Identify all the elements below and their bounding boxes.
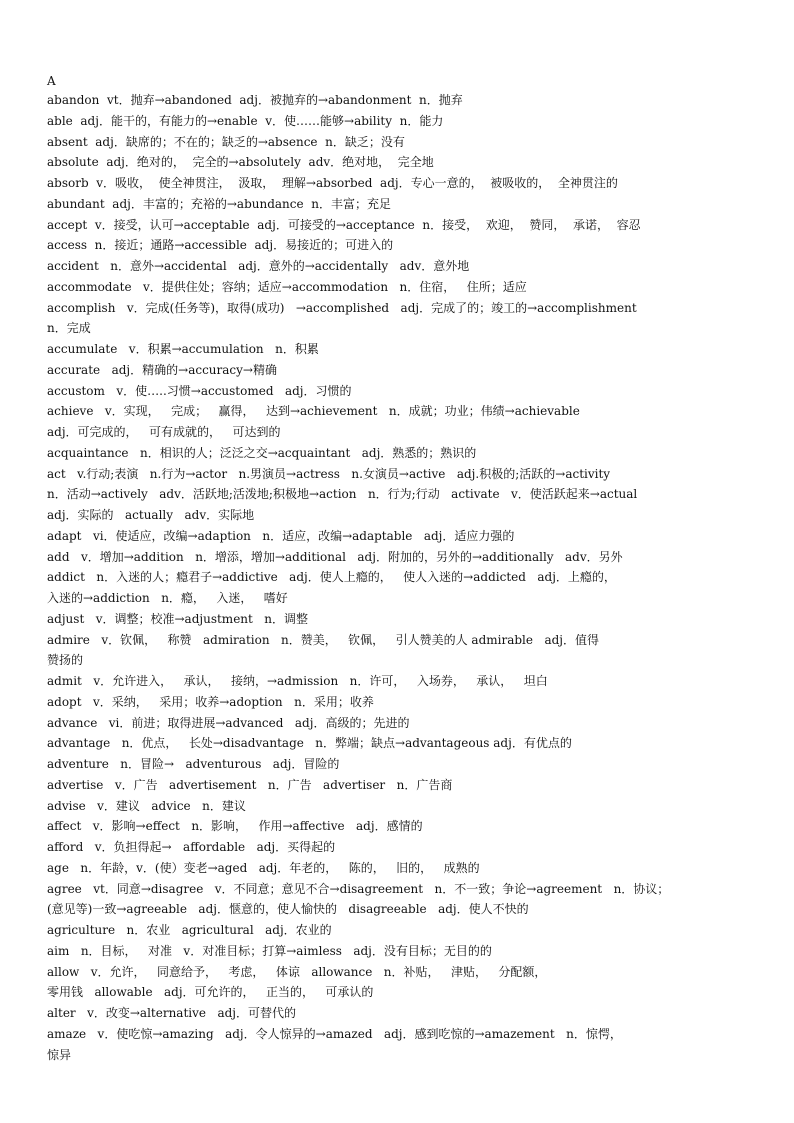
entry-line: agree vt．同意→disagree v．不同意；意见不合→disagreement n．不一致；争论→agreement n．协议； [47,881,670,896]
entry-line: adopt v．采纳， 采用；收养→adoption n．采用；收养 [47,694,374,709]
entry-line: achieve v．实现， 完成； 赢得， 达到→achievement n．成就；功业；伟绩→achievable [47,404,580,419]
entry-line: 赞扬的 [47,653,84,668]
entry-line: 入迷的→addiction n．瘾， 入迷， 嗜好 [47,591,288,605]
entry-line: aim n．目标， 对准 v．对准目标；打算→aimless adj．没有目标；无目的的 [47,943,492,958]
entry-line: admire v．钦佩， 称赞 admiration n．赞美， 钦佩， 引人赞美的人 admirable adj．值得 [47,632,599,647]
entry-line: absent adj．缺席的；不在的；缺乏的→absence n．缺乏；没有 [47,134,405,149]
entry-line: accumulate v．积累→accumulation n．积累 [47,342,319,356]
entry-line: affect v．影响→effect n．影响， 作用→affective adj．感情的 [47,819,423,834]
entry-line: act v.行动;表演 n.行为→actor n.男演员→actress n.女演员→active adj.积极的;活跃的→activity [47,466,611,481]
entry-line: (意见等)一致→agreeable adj．惬意的，使人愉快的 disagreeable adj．使人不快的 [47,902,529,917]
entry-line: accommodate v．提供住处；容纳；适应→accommodation n．住宿， 住所；适应 [47,279,527,294]
entry-line: accomplish v．完成(任务等)，取得(成功) →accomplished adj．完成了的；竣工的→accomplishment [47,300,637,315]
entry-line: advertise v．广告 advertisement n．广告 advertiser n．广告商 [47,777,453,792]
entry-line: absolute adj．绝对的， 完全的→absolutely adv．绝对地， 完全地 [47,155,434,170]
entry-line: addict n．入迷的人；瘾君子→addictive adj．使人上瘾的， 使人入迷的→addicted adj．上瘾的， [47,570,616,585]
entry-line: n．完成 [47,321,91,336]
entry-line: access n．接近；通路→accessible adj．易接近的；可进入的 [47,238,394,253]
entry-line: 惊异 [47,1047,72,1062]
entry-line: adj．实际的 actually adv．实际地 [47,508,255,522]
entry-line: accept v．接受，认可→acceptable adj．可接受的→acceptance n．接受， 欢迎， 赞同， 承诺， 容忍 [47,217,641,232]
entry-line: accurate adj．精确的→accuracy→精确 [47,362,277,377]
entry-list [47,90,747,1065]
entry-line: n．活动→actively adv．活跃地;活泼地;积极地→action n．行为;行动 activate v．使活跃起来→actual [47,487,638,502]
entry-line: allow v．允许， 同意给予， 考虑， 体谅 allowance n．补贴， 津贴， 分配额， [47,964,547,979]
entry-line: admit v．允许进入， 承认， 接纳，→admission n．许可， 入场券， 承认， 坦白 [47,674,548,688]
entry-line: adventure n．冒险→ adventurous adj．冒险的 [47,757,340,771]
entry-line: abandon vt．抛弃→abandoned adj．被抛弃的→abandonment n．抛弃 [47,93,463,107]
entry-line: adapt vi．使适应，改编→adaption n．适应，改编→adaptable adj．适应力强的 [47,528,515,543]
entry-line: amaze v．使吃惊→amazing adj．令人惊异的→amazed adj．感到吃惊的→amazement n．惊愕， [47,1026,622,1041]
document-page [47,72,747,1065]
entry-line: advance vi．前进；取得进展→advanced adj．高级的；先进的 [47,715,410,730]
entry-line: able adj．能干的，有能力的→enable v．使……能够→ability n．能力 [47,113,444,128]
entry-line: alter v．改变→alternative adj．可替代的 [47,1006,297,1020]
section-letter: A [47,74,56,88]
entry-line: agriculture n．农业 agricultural adj．农业的 [47,923,332,937]
entry-line: adjust v．调整；校准→adjustment n．调整 [47,611,309,626]
entry-line: advise v．建议 advice n．建议 [47,798,246,813]
entry-line: accident n．意外→accidental adj．意外的→accidentally adv．意外地 [47,259,470,273]
entry-line: add v．增加→addition n．增添，增加→additional adj．附加的，另外的→additionally adv．另外 [47,549,623,564]
entry-line: abundant adj．丰富的；充裕的→abundance n．丰富；充足 [47,196,391,211]
entry-line: advantage n．优点， 长处→disadvantage n．弊端；缺点→advantageous adj．有优点的 [47,736,572,751]
entry-line: age n．年龄，v．(使）变老→aged adj．年老的， 陈的， 旧的， 成熟的 [47,860,480,875]
entry-line: 零用钱 allowable adj．可允许的， 正当的， 可承认的 [47,985,374,1000]
entry-line: accustom v．使…..习惯→accustomed adj．习惯的 [47,383,352,398]
entry-line: adj．可完成的， 可有成就的， 可达到的 [47,425,281,439]
entry-line: absorb v．吸收， 使全神贯注， 汲取， 理解→absorbed adj．专心一意的， 被吸收的， 全神贯注的 [47,176,618,190]
entry-line: afford v．负担得起→ affordable adj．买得起的 [47,840,336,854]
entry-line: acquaintance n．相识的人；泛泛之交→acquaintant adj．熟悉的；熟识的 [47,445,477,460]
